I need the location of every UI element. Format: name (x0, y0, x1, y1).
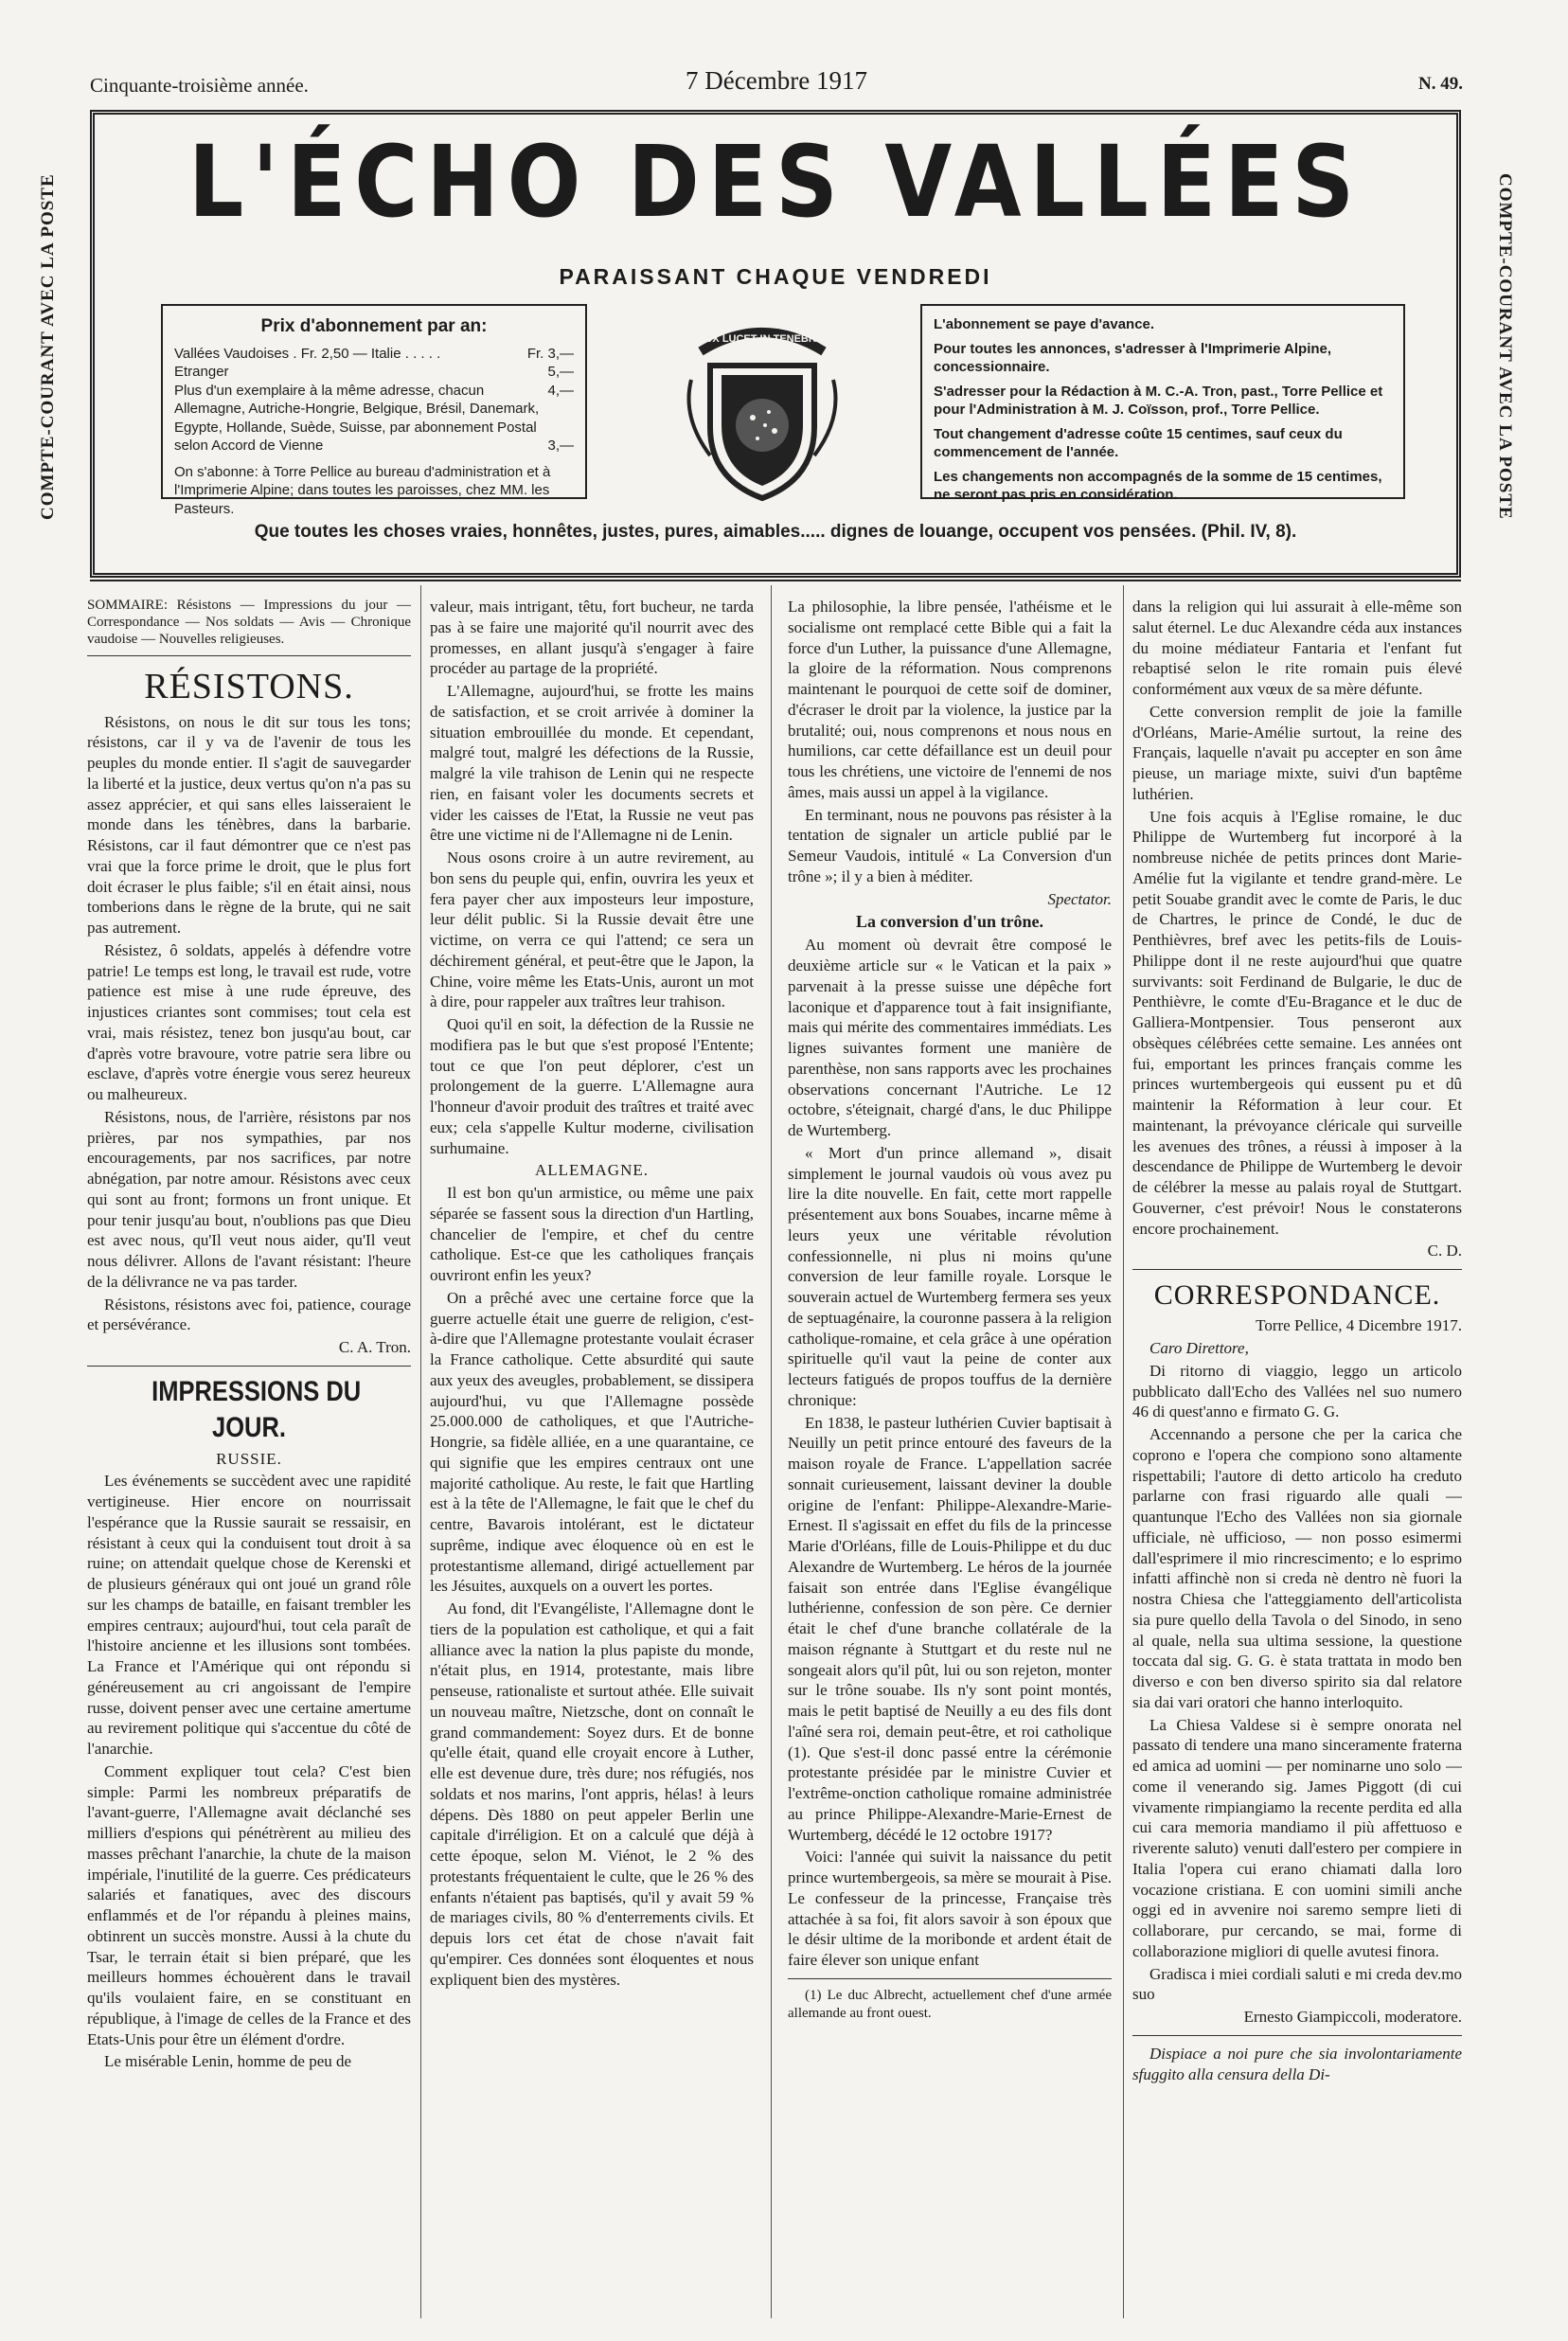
side-banner-right: COMPTE-COURANT AVEC LA POSTE (1495, 173, 1515, 520)
lamp-emblem-icon (663, 313, 862, 503)
subscription-row (174, 363, 574, 382)
paragraph: Résistons, résistons avec foi, patience, courage et persévérance. (87, 1295, 411, 1334)
row-label: Vallées Vaudoises . Fr. 2,50 — Italie . . . . . (174, 345, 441, 362)
column-divider (1123, 585, 1124, 2318)
paragraph: Résistons, nous, de l'arrière, résistons par nos prières, par nos sympathies, par nos encouragements, par nos sacrifices, par notre abnégation, par notre amour. Résistons avec ceux qui sont au front; formons un front unique. Et pour tenir jusqu'au bout, n'oublions pas que Dieu est avec nous, qu'Il veut nous aider, qu'Il veut nous délivrer. Allons de l'avant résistant: l'heure de la délivrance ne va pas tarder. (87, 1107, 411, 1291)
article-title-resistons: RÉSISTONS. (144, 667, 354, 706)
signature: Ernesto Giampiccoli, moderatore. (1243, 2008, 1462, 2027)
section-title-allemagne: ALLEMAGNE. (534, 1161, 649, 1180)
subscription-title: Prix d'abonnement par an: (260, 316, 488, 336)
subscription-row (174, 382, 574, 401)
masthead (38, 110, 1515, 578)
subscription-box (161, 304, 587, 517)
paragraph: La Chiesa Valdese si è sempre onorata nel passato di tendere una mano sinceramente fraterna ed amica ad uomini — per nominarne uno solo — come il venerando sig. James Piggott (di cui vivamente rimpiangiamo la recente perdita ed alla cui cara memoria mandiamo il più affettuoso e riverente saluto) venuti dall'estero per compiere in Italia l'opera cui erano chiamati dalla loro vocazione cristiana. E con uomini simili anche oggi ed in avvenire noi saremo sempre lieti di collaborare, pur cercando, se mai, forme di collaborazione migliori di quelle avutesi finora. (1132, 1715, 1462, 1960)
paragraph: Le misérable Lenin, homme de peu de (104, 2052, 352, 2071)
year-label: Cinquante-troisième année. (90, 74, 309, 97)
paragraph: valeur, mais intrigant, têtu, fort bucheur, ne tarda pas à se faire une majorité qu'il nourrit avec des promesses, en allant jusqu'à s'engager à faire procéder au partage de la propriété. (430, 598, 754, 678)
paragraph: Di ritorno di viaggio, leggo un articolo pubblicato dall'Echo des Vallées nel suo numero 46 di quest'anno e firmato G. G. (1132, 1361, 1462, 1421)
paragraph: dans la religion qui lui assurait à elle-même son salut éternel. Le duc Alexandre céda aux instances du moine médiateur Fantaria et l'enfant fut rebaptisé selon le rite romain puis élevé conformément aux vœux de sa mère défunte. (1132, 598, 1462, 698)
section-title-russie: RUSSIE. (216, 1449, 282, 1468)
separator (1132, 1269, 1462, 1270)
paragraph: Résistons, on nous le dit sur tous les tons; résistons, car il y va de l'avenir de tous les peuples du monde entier. Il s'agit de sauvegarder la liberté et la justice, deux vertus qu'on n'a pas su assez apprécier, et qui sans elles laisseraient le monde dans les ténèbres, dans la barbarie. Résistons, car il faut démontrer que ce n'est pas vrai que la force prime le droit, que le plus fort doit écraser le plus faible; s'il en était ainsi, nous tomberions dans le règne de la brute, qui ne sait pas autrement. (87, 712, 411, 938)
footnote: (1) Le duc Albrecht, actuellement chef d'une armée allemande au front ouest. (788, 1987, 1112, 2021)
paragraph: Dispiace a noi pure che sia involontariamente sfuggito alla censura della Di- (1132, 2044, 1462, 2083)
paragraph: Accennando a persone che per la carica che coprono e l'opera che compiono sono altamente rispettabili; l'autore di detto articolo ha creduto parlarne con frasi riguardo alle quali — quantunque l'Echo des Vallées non sia giornale ufficiale, nè ufficioso, — non posso esimermi dall'esprimere il mio rincrescimento; e lo esprimo infatti affinchè non si creda nè dentro nè fuori la nostra Chiesa che l'atteggiamento dell'articolista sia pure quello della Tavola o del Sinodo, in seno al quale, nella sua ultima sessione, la questione toccata dal sig. G. G. è stata trattata in modo ben diverso e con ben diverso spirito sia dal relatore sia dai vari oratori che hanno interloquito. (1132, 1425, 1462, 1711)
paragraph: Cette conversion remplit de joie la famille d'Orléans, Marie-Amélie surtout, la reine des Français, laquelle n'avait pu accepter en son âme pieuse, un mariage mixte, suivi d'un baptême luthérien. (1132, 702, 1462, 803)
notice-line: Pour toutes les annonces, s'adresser à l'Imprimerie Alpine, concessionnaire. (934, 340, 1332, 375)
paragraph: Il est bon qu'un armistice, ou même une paix séparée se fassent sous la direction d'un Hartling, chancelier de l'empire, et chef du centre catholique. Est-ce que les catholiques français ouvriront enfin les yeux? (430, 1184, 754, 1284)
paragraph: Résistez, ô soldats, appelés à défendre votre patrie! Le temps est long, le travail est rude, votre patience est mise à une rude épreuve, des injustices criantes sont commises; tout cela est vrai, mais résistez, tenez bon jusqu'au bout, car d'après votre bravoure, votre patrie sera libre ou esclave, d'après votre énergie vous serez heureux ou malheureux. (87, 940, 411, 1104)
article-title-correspondance: CORRESPONDANCE. (1153, 1279, 1441, 1311)
column-3 (788, 597, 1112, 2301)
signature: C. A. Tron. (338, 1338, 411, 1357)
letter-place-date: Torre Pellice, 4 Dicembre 1917. (1256, 1316, 1462, 1335)
row-value: 5,— (547, 364, 574, 381)
newspaper-subtitle: PARAISSANT CHAQUE VENDREDI (559, 264, 992, 289)
column-divider (771, 585, 772, 2318)
subscription-note: On s'abonne: à Torre Pellice au bureau d'administration et à l'Imprimerie Alpine; dans toutes les paroisses, chez MM. les Pasteurs. (174, 463, 551, 517)
separator (87, 1366, 411, 1367)
row-value: 3,— (547, 438, 574, 455)
notices-box (920, 304, 1405, 503)
summary: SOMMAIRE: Résistons — Impressions du jour — Correspondance — Nos soldats — Avis — Chronique vaudoise — Nouvelles religieuses. (87, 598, 411, 647)
row-label: Allemagne, Autriche-Hongrie, Belgique, Brésil, Danemark, Egypte, Hollande, Suède, Suisse, par abonnement Postal selon Accord de Vienne (174, 401, 540, 455)
separator (87, 655, 411, 656)
column-2 (430, 597, 754, 2301)
paragraph: Au moment où devrait être composé le deuxième article sur « le Vatican et la paix » parvenait à la presse suisse une dépêche fort laconique et d'apparence tout à fait insignifiante, mais qui mérite des commentaires immédiats. Les lignes suivantes forment une manière de parenthèse, non sans rapports avec les prochaines observations concernant l'Autriche. Le 12 octobre, s'éteignait, chargé d'ans, le duc Philippe de Wurtemberg. (788, 936, 1112, 1140)
subscription-row (174, 345, 574, 364)
subscription-row (174, 400, 574, 456)
column-divider (420, 585, 421, 2318)
notice-line: S'adresser pour la Rédaction à M. C.-A. Tron, past., Torre Pellice et pour l'Administration à M. J. Coïsson, prof., Torre Pellice. (934, 383, 1383, 418)
row-label: Plus d'un exemplaire à la même adresse, chacun (174, 382, 485, 399)
emblem-text: LUX LUCET IN TENEBRIS (698, 333, 827, 345)
row-value: 4,— (547, 382, 574, 399)
motto: Que toutes les choses vraies, honnêtes, justes, pures, aimables..... dignes de louange, occupent vos pensées. (Phil. IV, 8). (254, 522, 1297, 542)
paragraph: La philosophie, la libre pensée, l'athéisme et le socialisme ont remplacé cette Bible qui a fait la force d'un Luther, la puissance d'une Allemagne, la gloire de la réformation. Nous comprenons maintenant le pourquoi de cette soif de dominer, d'écraser le droit par la violence, la justice par la brutalité; oui, nous comprenons et nous nous en humilions, car cette défaillance est un deuil pour tous les chrétiens, une victoire de l'ennemi de nos âmes, mais aussi un appel à la vigilance. (788, 598, 1112, 801)
issue-number: N. 49. (1418, 74, 1463, 94)
paragraph: Quoi qu'il en soit, la défection de la Russie ne modifiera pas le but que s'est proposé l'Entente; tout ce que l'on peut déplorer, c'est un prolongement de la guerre. L'Allemagne aura l'honneur d'avoir produit des traîtres et traité avec eux; cela s'appelle Kultur moderne, civilisation surhumaine. (430, 1015, 754, 1157)
notice-line: Les changements non accompagnés de la somme de 15 centimes, ne seront pas pris en considération. (934, 468, 1382, 503)
column-4 (1132, 597, 1462, 2301)
paragraph: On a prêché avec une certaine force que la guerre actuelle était une guerre de religion, c'est-à-dire que l'Allemagne protestante voulait écraser la France catholique. Cette absurdité qui saute aux yeux des aveugles, probablement, se dissipera aujourd'hui, vu que l'Allemagne possède 25.000.000 de catholiques, et que l'Autriche-Hongrie, sa fidèle alliée, en a une quarantaine, ce qui signifie que les empires centraux ont une majorité catholique. Au reste, le fait que Hartling est à la tête de l'Allemagne, le fait que le chef du centre, Bavarois intolérant, est le dictateur suprême, indique avec éloquence où en est le protestantisme allemand, dirigé actuellement par les Jésuites, auxquels on a ouvert les portes. (430, 1288, 754, 1596)
paragraph: « Mort d'un prince allemand », disait simplement le journal vaudois où vous avez pu lire la dite nouvelle. En fait, cette mort rappelle présentement aux bons Souabes, incarne même à leurs yeux une véritable révolution confessionnelle, ni plus ni moins qu'une conversion de leur famille royale. Lorsque le souverain actuel de Wurtemberg fermera ses yeux de septuagénaire, la couronne passera à la religion catholique-romaine, et cela grâce à une opération spirituelle qu'il vaut la peine de conter aux lecteurs fatigués de propos touffus de la dernière chronique: (788, 1143, 1112, 1409)
signature: Spectator. (1047, 889, 1112, 908)
signature: C. D. (1427, 1242, 1462, 1260)
paragraph: En 1838, le pasteur luthérien Cuvier baptisait à Neuilly un petit prince entouré des faveurs de la maison royale de France. L'appellation sacrée sonnait curieusement, laissant deviner la double origine de l'enfant: Philippe-Alexandre-Marie-Ernest. Il s'agissait en effet du fils de la princesse Marie d'Orléans, fille de Louis-Philippe et du duc Alexandre de Wurtemberg. Le héros de la journée faisait son entrée dans l'Eglise évangélique luthérienne, confession de son père. Ce dernier était le chef d'une branche collatérale de la maison régnante à Stuttgart et du reste nul ne songeait alors qu'il pût, lui ou son rejeton, monter sur le trône souabe. Ils n'y sont point montés, mais le petit baptisé de Neuilly a eu des fils dont l'aîné sera roi, demain peut-être, et roi catholique (1). Que s'est-il donc passé entre la cérémonie protestante présidée par le ministre Cuvier et l'extrême-onction catholique romaine administrée au prince Philippe-Alexandre-Marie-Ernest de Wurtemberg, décédé le 12 octobre 1917? (788, 1413, 1112, 1844)
separator (1132, 2035, 1462, 2036)
article-title-impressions: IMPRESSIONS DU JOUR. (151, 1375, 362, 1444)
paragraph: Comment expliquer tout cela? C'est bien simple: Parmi les nombreux préparatifs de l'avant-guerre, l'Allemagne avait déclanché ses milliers d'espions qui pénétrèrent au milieu des masses prêchant l'anarchie, la chute de la maison impériale, l'inutilité de la guerre. Ces prédicateurs salariés et fanatiques, avec des discours enflammés et de l'or répandu à pleines mains, obtinrent un succès monstre. Aussi à la chute du Tsar, le terrain était si bien préparé, que les meilleurs hommes échouèrent dans le travail qu'ils voulaient faire, en se constituant en république, à l'image de celles de la France et des Etats-Unis pour être un élément d'ordre. (87, 1761, 411, 2048)
issue-date: 7 Décembre 1917 (686, 66, 867, 95)
paragraph: En terminant, nous ne pouvons pas résister à la tentation de signaler un article publié par le Semeur Vaudois, intitulé « La Conversion d'un trône »; il y a bien à méditer. (788, 805, 1112, 885)
paragraph: L'Allemagne, aujourd'hui, se frotte les mains de satisfaction, et se croit arrivée à dominer la situation embrouillée du monde. Et cependant, malgré tout, malgré les défections de la Russie, malgré la vile trahison de Lenin qui ne respecte rien, en faisant voler les documents secrets et vider les caisses de l'Etat, la Russie ne veut pas être une victime ni de l'Allemagne ni de Lenin. (430, 682, 754, 845)
column-1 (87, 597, 411, 2301)
notice-line: L'abonnement se paye d'avance. (934, 316, 1155, 332)
row-label: Etranger (174, 364, 229, 381)
paragraph: Au fond, dit l'Evangéliste, l'Allemagne dont le tiers de la population est catholique, et qui a fait alliance avec la nation la plus papiste du monde, n'était plus, en 1914, protestante, mais libre penseuse, rationaliste et surtout athée. Elle suivait un nouveau maître, Nietzsche, dont on connaît le grand commandement: Soyez durs. Et de bonne qu'elle était, quand elle croyait encore à Luther, elle est devenue dure, très dure; nos réfugiés, nos soldats et nos marins, l'ont appris, hélas! à leurs dépens. Dès 1880 on peut appeler Berlin une capitale d'irréligion. Et on a calculé que déjà à cette époque, selon M. Viénot, le 2 % des protestants fréquentaient le culte, que le 26 % des enfants n'étaient pas baptisés, qu'il y avait 59 % de mariages civils, 80 % d'enterrements civils. Et depuis lors cet état de chose n'avait fait qu'empirer. Ces données sont éloquentes et nous expliquent bien des mystères. (430, 1599, 754, 1989)
separator (788, 1978, 1112, 1979)
paragraph: Nous osons croire à un autre revirement, au bon sens du peuple qui, enfin, ouvrira les yeux et fera payer cher aux imposteurs leur imposture, leur délit public. Si la Russie devait être une victime, on verra ce qui l'attend; ce sera un déchirement général, et peut-être que le Japon, la Chine, voire même les Etats-Unis, auront un mot à dire, pour rappeler aux traîtres leur trahison. (430, 849, 754, 1011)
header-rule (90, 580, 1461, 581)
paragraph: Les événements se succèdent avec une rapidité vertigineuse. Hier encore on nourrissait l'espérance que la Russie saurait se ressaisir, en résistant à ceux qui la conduisent tout droit à sa ruine; on attendait quelque chose de Kerenski et de plusieurs généraux qui ont joué un grand rôle sur les champs de bataille, en faisant trembler les empires centraux; aujourd'hui, tout cela paraît de l'histoire ancienne et les illusions sont tombées. La France et l'Amérique qui ont répondu si généreusement au cri angoissant de l'empire russe, doivent penser avec une certaine amertume au revirement politique qui s'accentue du côté de l'anarchie. (87, 1472, 411, 1759)
notice-line: Tout changement d'adresse coûte 15 centimes, sauf ceux du commencement de l'année. (934, 425, 1343, 460)
row-value: Fr. 3,— (526, 345, 574, 362)
paragraph: Gradisca i miei cordiali saluti e mi creda dev.mo suo (1132, 1964, 1462, 2004)
side-banner-left: COMPTE-COURANT AVEC LA POSTE (38, 173, 58, 520)
letter-salutation: Caro Direttore, (1149, 1339, 1249, 1358)
paragraph: Voici: l'année qui suivit la naissance du petit prince wurtembergeois, sa mère se mourait à Pise. Le confesseur de la princesse, Française très attachée à sa foi, fit alors savoir à son époux que le désir ultime de la moribonde et ardent était de faire élever son unique enfant (788, 1848, 1112, 1970)
top-line (90, 66, 1463, 100)
article-title-conversion: La conversion d'un trône. (855, 912, 1044, 932)
newspaper-title: L'ÉCHO DES VALLÉES (188, 124, 1363, 240)
paragraph: Une fois acquis à l'Eglise romaine, le duc Philippe de Wurtemberg fut incorporé à la nombreuse nichée de petits princes dont Marie-Amélie fut la vigilante et tendre grand-mère. Le petit Souabe grandit avec le comte de Paris, le duc de Chartres, le prince de Condé, le duc de Penthièvres, bref avec les petits-fils de Louis-Philippe dont il ne reste aujourd'hui que quatre survivants: soit Ferdinand de Bulgarie, le duc de Penthièvre, le comte d'Eu-Bragance et le duc de Galliera-Montpensier. Tous penseront aux obsèques célébrées cette semaine. Les années ont fui, emportant les princes français comme les princes wurtembergeois qui eussent pu et dû maintenir la Réformation à leur cour. Et maintenant, la prévoyance cléricale qui surveille les avenues des trônes, a réussi à imposer à la descendance de Philippe de Wurtemberg le devoir de célébrer la messe au palais royal de Stuttgart. Gouverner, c'est prévoir! Nous le constaterons encore prochainement. (1132, 807, 1462, 1238)
